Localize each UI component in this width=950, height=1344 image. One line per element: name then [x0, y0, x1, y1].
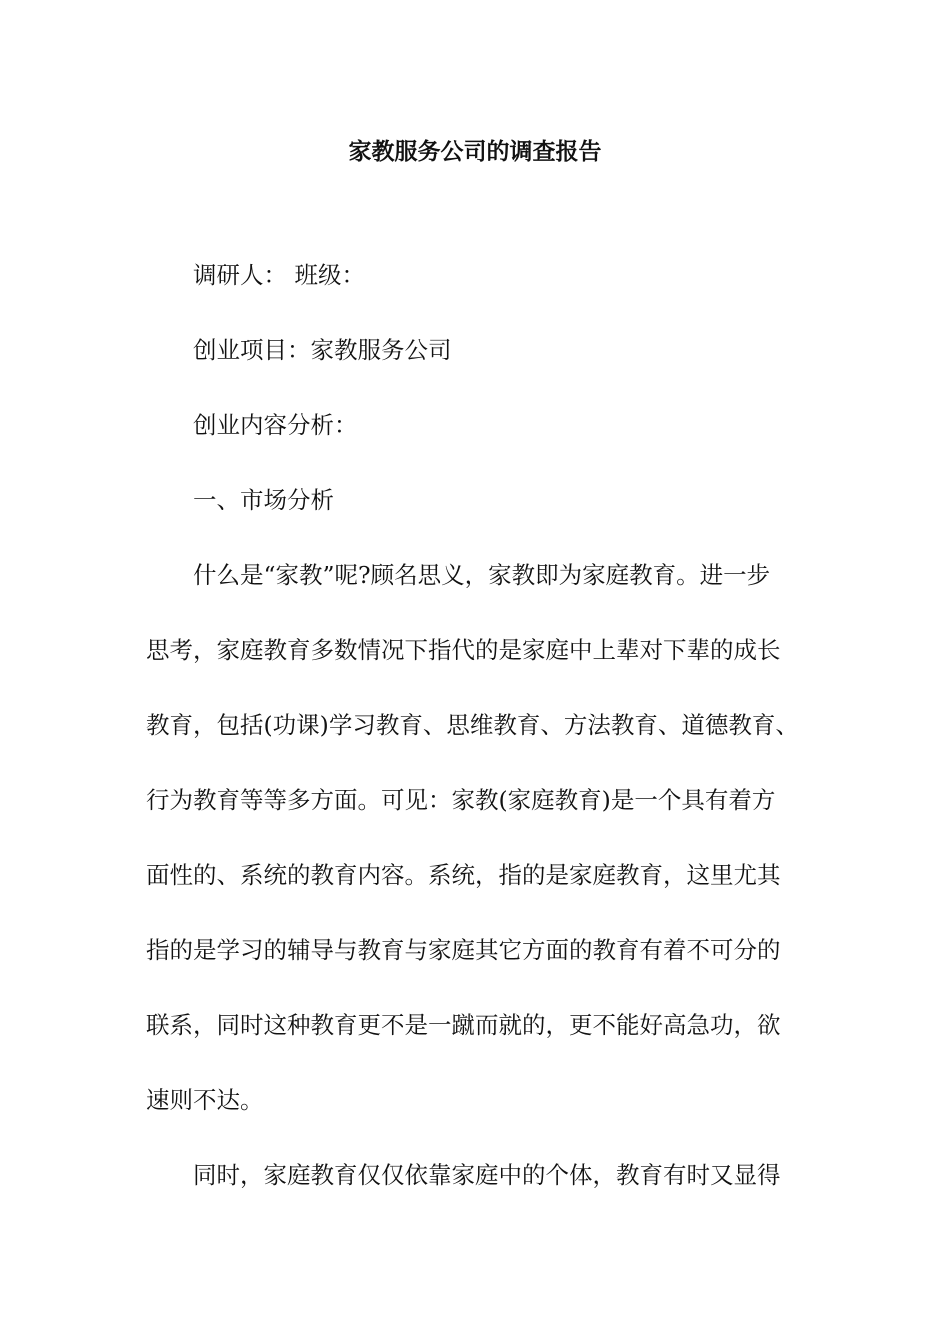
paragraph-line: 什么是“家教”呢?顾名思义，家教即为家庭教育。进一步 [193, 561, 771, 589]
paragraph-line: 行为教育等等多方面。可见：家教(家庭教育)是一个具有着方 [146, 786, 776, 814]
section-heading: 一、市场分析 [193, 486, 334, 514]
researcher-class-line: 调研人： 班级： [193, 261, 365, 289]
document-title: 家教服务公司的调查报告 [348, 139, 602, 165]
analysis-heading: 创业内容分析： [193, 411, 358, 439]
project-line: 创业项目：家教服务公司 [193, 336, 452, 364]
paragraph-line: 面性的、系统的教育内容。系统，指的是家庭教育，这里尤其 [146, 861, 781, 889]
paragraph-line: 联系，同时这种教育更不是一蹴而就的，更不能好高急功，欲 [146, 1011, 781, 1039]
paragraph-line: 思考，家庭教育多数情况下指代的是家庭中上辈对下辈的成长 [146, 636, 781, 664]
paragraph-line: 同时，家庭教育仅仅依靠家庭中的个体，教育有时又显得 [193, 1161, 781, 1189]
paragraph-line: 教育，包括(功课)学习教育、思维教育、方法教育、道德教育、 [146, 711, 799, 739]
paragraph-line: 速则不达。 [146, 1086, 264, 1114]
paragraph-line: 指的是学习的辅导与教育与家庭其它方面的教育有着不可分的 [146, 936, 781, 964]
